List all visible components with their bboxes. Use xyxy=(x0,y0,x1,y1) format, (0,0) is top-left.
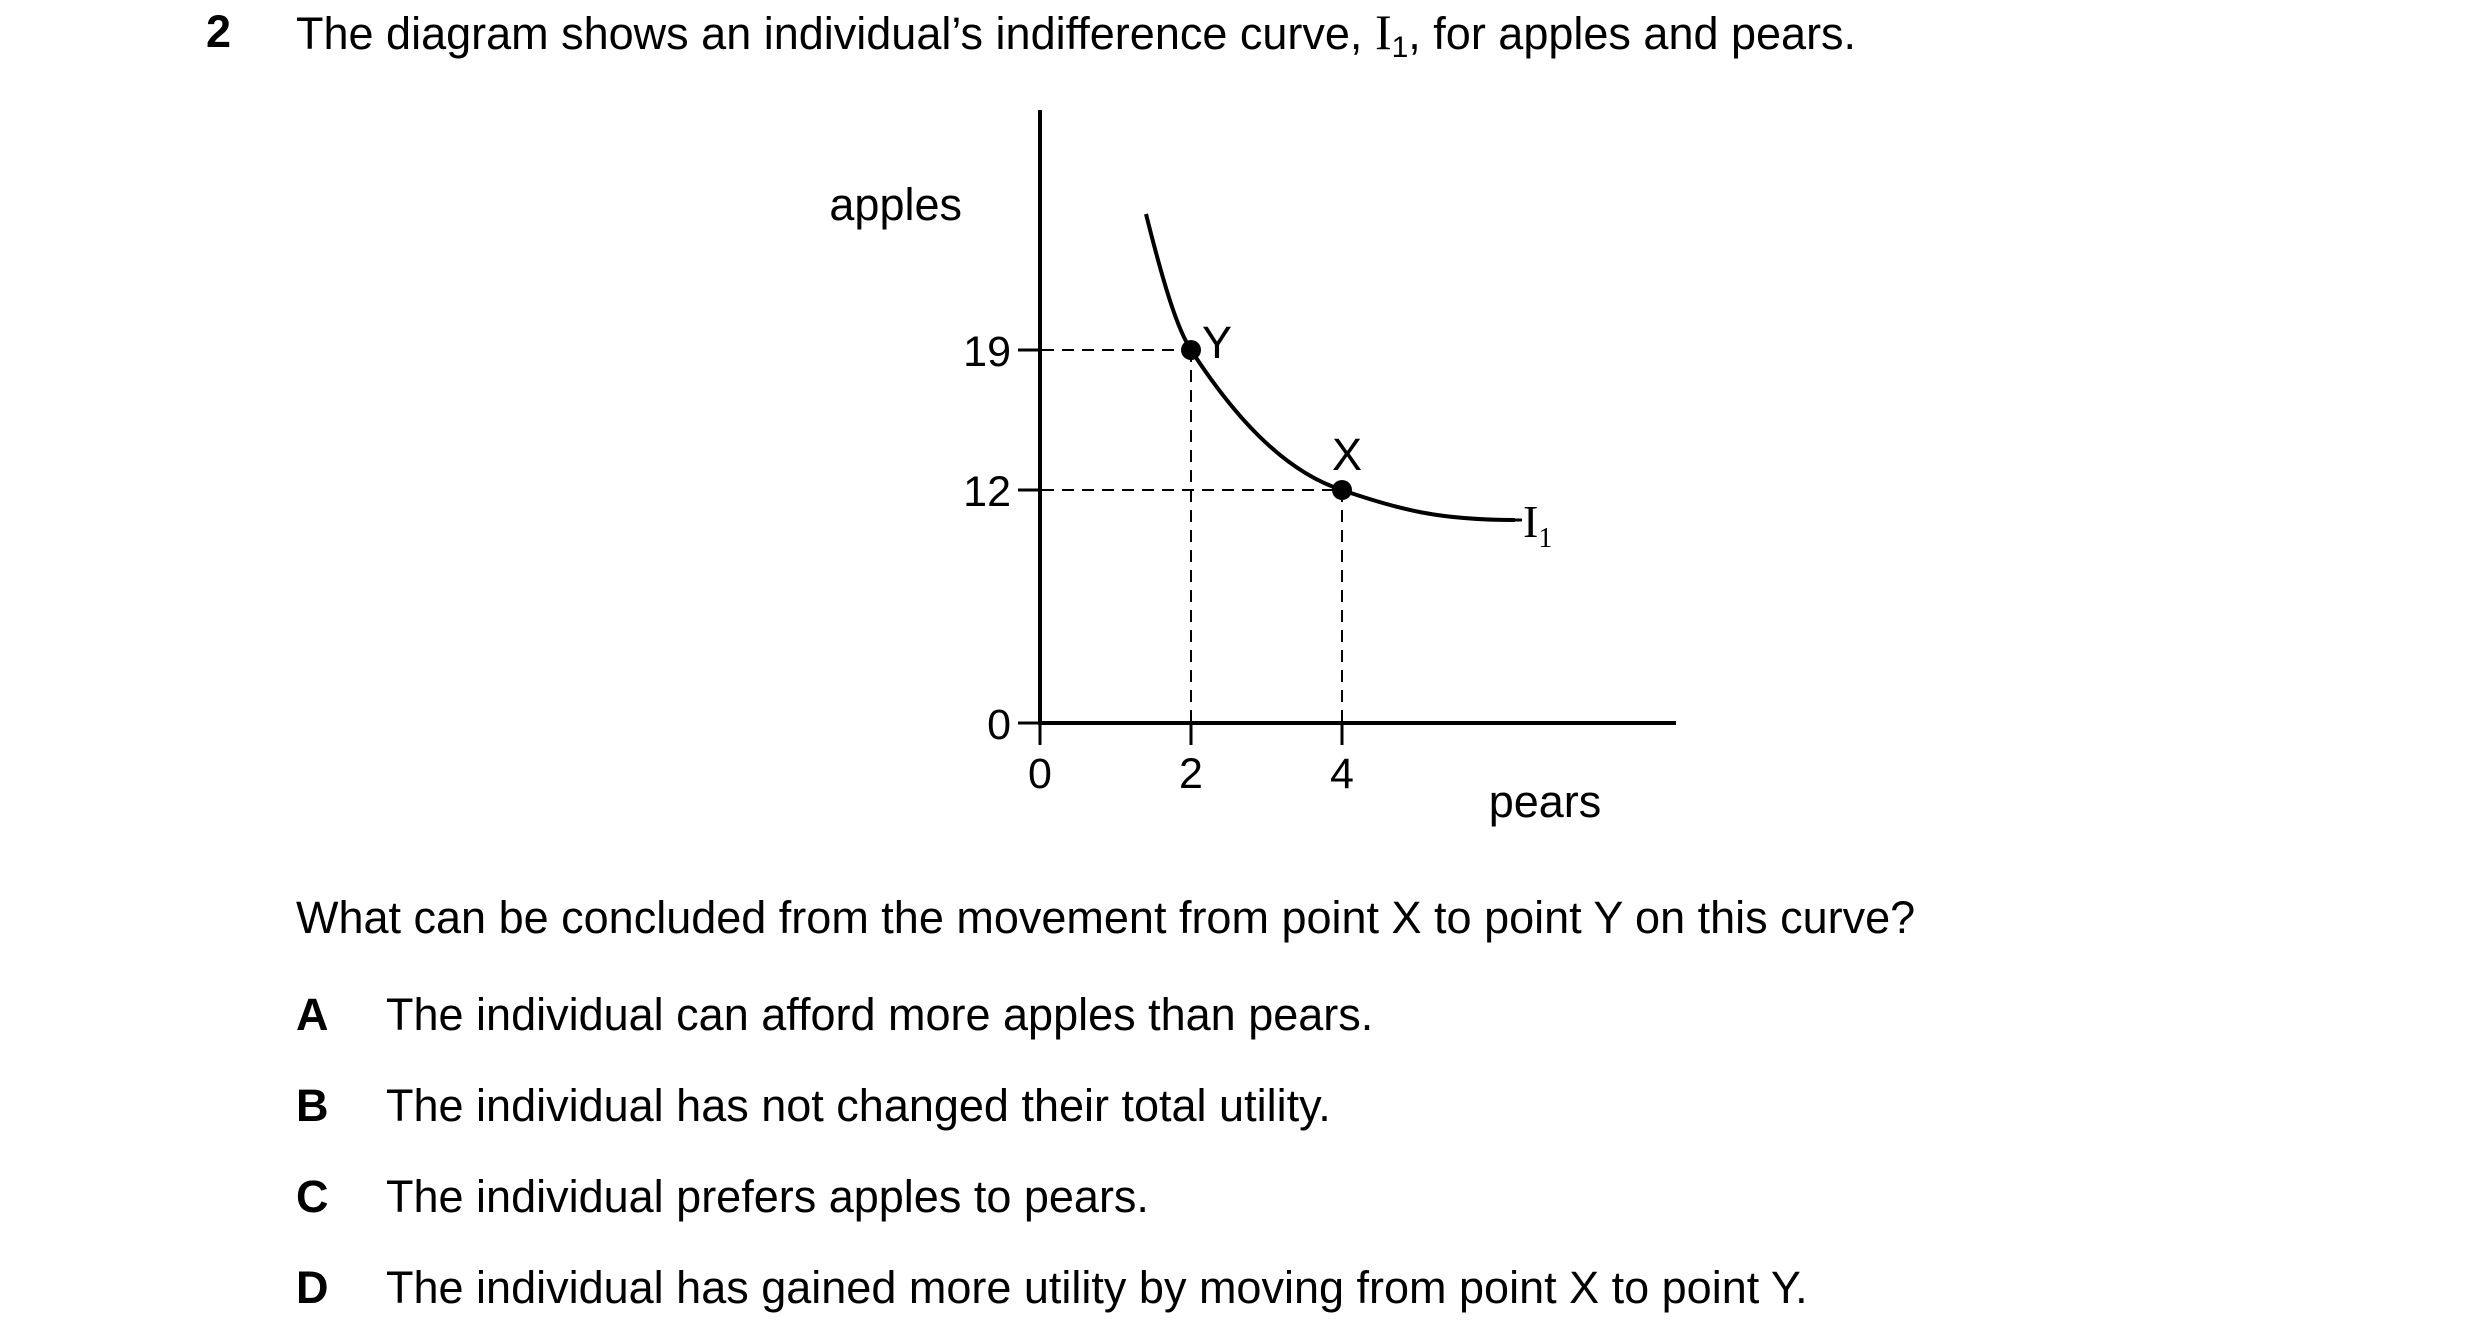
option-text: The individual prefers apples to pears. xyxy=(386,1171,1149,1222)
question-prompt: What can be concluded from the movement from point X to point Y on this curve? xyxy=(296,892,1916,943)
stem-curve-subscript: 1 xyxy=(1391,31,1409,64)
stem-text-before: The diagram shows an individual’s indifference curve, xyxy=(296,8,1375,59)
option-letter: D xyxy=(296,1262,329,1313)
option-letter: C xyxy=(296,1171,329,1222)
curve-label-subscript: 1 xyxy=(1538,523,1553,554)
x-tick-label-4: 4 xyxy=(1330,750,1354,798)
curve-label xyxy=(1523,496,1552,554)
point-y-marker xyxy=(1181,340,1201,360)
x-axis-label: pears xyxy=(1488,776,1602,827)
question-number: 2 xyxy=(206,6,232,57)
point-x-label: X xyxy=(1331,429,1363,480)
stem-text-after: , for apples and pears. xyxy=(1408,8,1857,59)
curve-label-symbol: I xyxy=(1523,496,1539,547)
y-tick-label-0: 0 xyxy=(987,701,1011,749)
point-y-label: Y xyxy=(1202,317,1233,368)
y-tick-label-19: 19 xyxy=(963,328,1011,376)
option-letter: A xyxy=(296,989,329,1040)
stem-curve-symbol: I xyxy=(1374,4,1392,60)
x-tick-label-2: 2 xyxy=(1179,750,1203,798)
option-text: The individual has gained more utility by moving from point X to point Y. xyxy=(386,1262,1808,1313)
x-tick-label-0: 0 xyxy=(1028,750,1052,798)
point-x-marker xyxy=(1332,480,1352,500)
y-axis-label: apples xyxy=(829,179,962,230)
option-text: The individual has not changed their total utility. xyxy=(386,1080,1331,1131)
y-tick-label-12: 12 xyxy=(963,468,1011,516)
option-letter: B xyxy=(296,1080,329,1131)
option-text: The individual can afford more apples than pears. xyxy=(386,989,1374,1040)
